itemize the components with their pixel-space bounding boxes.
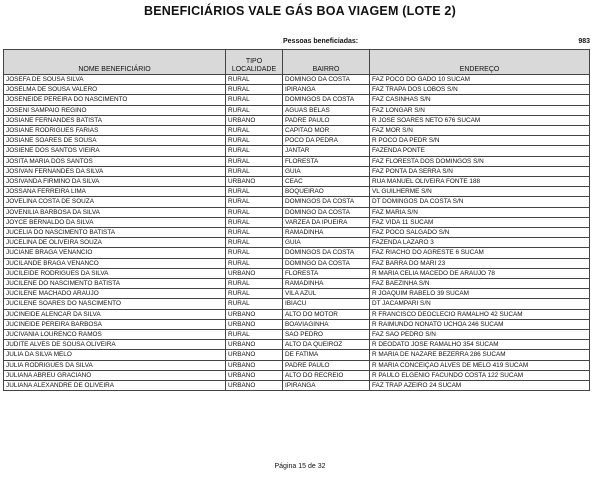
cell-bairro: IBIACU [283,299,370,309]
cell-tipo: URBANO [226,309,283,319]
cell-tipo: URBANO [226,177,283,187]
cell-nome: JUCILANDE BRAGA VENANCO [4,258,226,268]
cell-tipo: RURAL [226,330,283,340]
cell-endereco: FAZ BARRA DO MARI 23 [370,258,590,268]
cell-nome: JUCILENE DO NASCIMENTO BATISTA [4,279,226,289]
cell-endereco: FAZ SAO PEDRO S/N [370,330,590,340]
cell-bairro: JANTAR [283,146,370,156]
table-row [4,75,590,85]
cell-bairro: DOMINGOS DA COSTA [283,197,370,207]
cell-nome: JOSIVANDA FIRMINO DA SILVA [4,177,226,187]
table-row [4,115,590,125]
cell-nome: JUCILEIDE RODRIGUES DA SILVA [4,268,226,278]
cell-nome: JULIANA ABREU GRACIANO [4,370,226,380]
table-row [4,258,590,268]
table-row [4,350,590,360]
cell-nome: JULIA DA SILVA MELO [4,350,226,360]
cell-bairro: FLORESTA [283,156,370,166]
cell-nome: JUCILENE MACHADO ARAUJO [4,289,226,299]
cell-bairro: ALTO DA QUEIROZ [283,340,370,350]
table-row [4,319,590,329]
cell-tipo: RURAL [226,289,283,299]
cell-bairro: IPIRANGA [283,85,370,95]
table-row [4,105,590,115]
cell-endereco: FAZ CASINHAS S/N [370,95,590,105]
table-row [4,197,590,207]
cell-endereco: FAZ POCO SALGADO S/N [370,228,590,238]
cell-nome: JOSENEIDE PEREIRA DO NASCIMENTO [4,95,226,105]
cell-endereco: R PAULO ELGENIO FACUNDO COSTA 122 SUCAM [370,370,590,380]
cell-bairro: ALTO DO MOTOR [283,309,370,319]
cell-bairro: DOMINGOS DA COSTA [283,95,370,105]
cell-nome: JUCINEIDE PEREIRA BARBOSA [4,319,226,329]
document-title: BENEFICIÁRIOS VALE GÁS BOA VIAGEM (LOTE 2) [144,4,456,18]
cell-tipo: RURAL [226,197,283,207]
cell-nome: JOSIANE SOARES DE SOUSA [4,136,226,146]
cell-nome: JUCILENE SOARES DO NASCIMENTO [4,299,226,309]
table-row [4,289,590,299]
table-row [4,207,590,217]
column-header-nome: NOME BENEFICIÁRIO [4,50,226,75]
cell-nome: JUCELINA DE OLIVEIRA SOUZA [4,238,226,248]
cell-tipo: RURAL [226,299,283,309]
cell-tipo: RURAL [226,248,283,258]
cell-tipo: RURAL [226,187,283,197]
table-row [4,126,590,136]
cell-endereco: R MARIA DE NAZARE BEZERRA 286 SUCAM [370,350,590,360]
cell-endereco: FAZ POCO DO GADO 10 SUCAM [370,75,590,85]
column-header-endereco: ENDEREÇO [370,50,590,75]
cell-nome: JULIANA ALEXANDRE DE OLIVEIRA [4,381,226,391]
cell-tipo: RURAL [226,126,283,136]
table-body [4,75,590,391]
table-row [4,217,590,227]
cell-endereco: FAZ LONGAR S/N [370,105,590,115]
cell-tipo: URBANO [226,370,283,380]
cell-nome: JOSITA MARIA DOS SANTOS [4,156,226,166]
cell-nome: JULIA RODRIGUES DA SILVA [4,360,226,370]
cell-bairro: POCO DA PEDRA [283,136,370,146]
cell-bairro: DOMINGOS DA COSTA [283,248,370,258]
cell-nome: JUCIVANIA LOURENCO RAMOS [4,330,226,340]
table-row [4,95,590,105]
cell-nome: JOSSANA FERREIRA LIMA [4,187,226,197]
cell-bairro: GUIA [283,166,370,176]
table-row [4,248,590,258]
cell-nome: JOSEFA DE SOUSA SILVA [4,75,226,85]
cell-tipo: RURAL [226,258,283,268]
cell-bairro: RAMADINHA [283,228,370,238]
cell-endereco: FAZ TRAP AZEIRO 24 SUCAM [370,381,590,391]
cell-nome: JUCIANE BRAGA VENANCIO [4,248,226,258]
table-row [4,85,590,95]
cell-endereco: R RAIMUNDO NONATO UCHOA 246 SUCAM [370,319,590,329]
cell-bairro: SAO PEDRO [283,330,370,340]
table-row [4,299,590,309]
cell-tipo: RURAL [226,207,283,217]
cell-tipo: URBANO [226,115,283,125]
cell-bairro: ALTO DO RECREIO [283,370,370,380]
cell-tipo: RURAL [226,105,283,115]
cell-endereco: R FRANCISCO DEOCLECIO RAMALHO 42 SUCAM [370,309,590,319]
cell-endereco: DT JACAMPARI S/N [370,299,590,309]
cell-tipo: RURAL [226,95,283,105]
cell-bairro: DOMINGO DA COSTA [283,75,370,85]
table-row [4,146,590,156]
cell-endereco: R POCO DA PEDR S/N [370,136,590,146]
cell-tipo: URBANO [226,319,283,329]
cell-bairro: BOAVIAGINHA [283,319,370,329]
cell-endereco: FAZENDA LAZARO 3 [370,238,590,248]
cell-bairro: CAPITAO MOR [283,126,370,136]
cell-tipo: URBANO [226,268,283,278]
cell-endereco: FAZ MARIA S/N [370,207,590,217]
cell-nome: JOYCE BERNALDO DA SILVA [4,217,226,227]
count-value: 983 [578,38,590,45]
table-row [4,166,590,176]
cell-bairro: DE FATIMA [283,350,370,360]
cell-endereco: RUA MANUEL OLIVEIRA FONTE 188 [370,177,590,187]
cell-nome: JOSELMA DE SOUSA VALERO [4,85,226,95]
cell-tipo: RURAL [226,238,283,248]
table-row [4,187,590,197]
cell-endereco: FAZ FLORESTA DOS DOMINGOS S/N [370,156,590,166]
table-row [4,228,590,238]
cell-endereco: FAZ VIDA 11 SUCAM [370,217,590,227]
cell-nome: JOSIANE FERNANDES BATISTA [4,115,226,125]
count-label: Pessoas beneficiadas: [283,38,359,45]
cell-nome: JOSENI SAMPAIO REGINO [4,105,226,115]
cell-tipo: URBANO [226,340,283,350]
cell-endereco: FAZ TRAPA DOS LOBOS S/N [370,85,590,95]
cell-bairro: CEAC [283,177,370,187]
cell-bairro: AGUAS BELAS [283,105,370,115]
cell-bairro: PADRE PAULO [283,360,370,370]
cell-tipo: URBANO [226,381,283,391]
table-row [4,309,590,319]
cell-bairro: DOMINGO DA COSTA [283,207,370,217]
table-row [4,136,590,146]
table-row [4,238,590,248]
cell-endereco: FAZ MOR S/N [370,126,590,136]
cell-tipo: RURAL [226,75,283,85]
cell-endereco: R MARIA CELIA MACEDO DE ARAUJO 78 [370,268,590,278]
cell-endereco: VL GUILHERME S/N [370,187,590,197]
cell-tipo: URBANO [226,360,283,370]
cell-tipo: RURAL [226,228,283,238]
cell-nome: JUCINEIDE ALENCAR DA SILVA [4,309,226,319]
table-row [4,156,590,166]
cell-endereco: FAZ RIACHO DO AGRESTE 6 SUCAM [370,248,590,258]
cell-endereco: DT DOMINGOS DA COSTA S/N [370,197,590,207]
cell-endereco: FAZ PONTA DA SERRA S/N [370,166,590,176]
table-row [4,340,590,350]
table-row [4,177,590,187]
cell-bairro: GUIA [283,238,370,248]
beneficiaries-table [3,49,590,391]
cell-nome: JOVELINA COSTA DE SOUZA [4,197,226,207]
cell-endereco: FAZENDA PONTE [370,146,590,156]
cell-endereco: R JOAQUIM RABELO 39 SUCAM [370,289,590,299]
cell-tipo: RURAL [226,85,283,95]
cell-nome: JUCELIA DO NASCIMENTO BATISTA [4,228,226,238]
cell-tipo: RURAL [226,156,283,166]
cell-nome: JOSIVAN FERNANDES DA SILVA [4,166,226,176]
table-row [4,268,590,278]
cell-tipo: URBANO [226,350,283,360]
cell-tipo: RURAL [226,136,283,146]
page-number: Página 15 de 32 [274,463,326,470]
cell-tipo: RURAL [226,146,283,156]
cell-endereco: FAZ BAEZINHA S/N [370,279,590,289]
table-row [4,330,590,340]
cell-bairro: FLORESTA [283,268,370,278]
table-row [4,360,590,370]
beneficiaries-count [0,38,600,48]
cell-bairro: IPIRANGA [283,381,370,391]
cell-tipo: RURAL [226,279,283,289]
column-header-bairro: BAIRRO [283,50,370,75]
cell-tipo: RURAL [226,166,283,176]
table-header-row [4,50,590,75]
cell-endereco: R DEODATO JOSE RAMALHO 354 SUCAM [370,340,590,350]
cell-bairro: RAMADINHA [283,279,370,289]
cell-nome: JOVENILIA BARBOSA DA SILVA [4,207,226,217]
cell-tipo: RURAL [226,217,283,227]
table-row [4,381,590,391]
cell-endereco: R JOSE SOARES NETO 676 SUCAM [370,115,590,125]
cell-nome: JOSIENE DOS SANTOS VIEIRA [4,146,226,156]
cell-endereco: R MARIA CONCEIÇAO ALVES DE MELO 419 SUCAM [370,360,590,370]
table-row [4,279,590,289]
cell-bairro: DOMINGO DA COSTA [283,258,370,268]
table-row [4,370,590,380]
cell-bairro: VILA AZUL [283,289,370,299]
cell-nome: JUDITE ALVES DE SOUSA OLIVEIRA [4,340,226,350]
cell-bairro: BOQUEIRAO [283,187,370,197]
column-header-tipo: TIPO LOCALIDADE [226,50,283,75]
cell-nome: JOSIANE RODRIGUES FARIAS [4,126,226,136]
cell-bairro: PADRE PAULO [283,115,370,125]
cell-bairro: VARZEA DA IPUEIRA [283,217,370,227]
